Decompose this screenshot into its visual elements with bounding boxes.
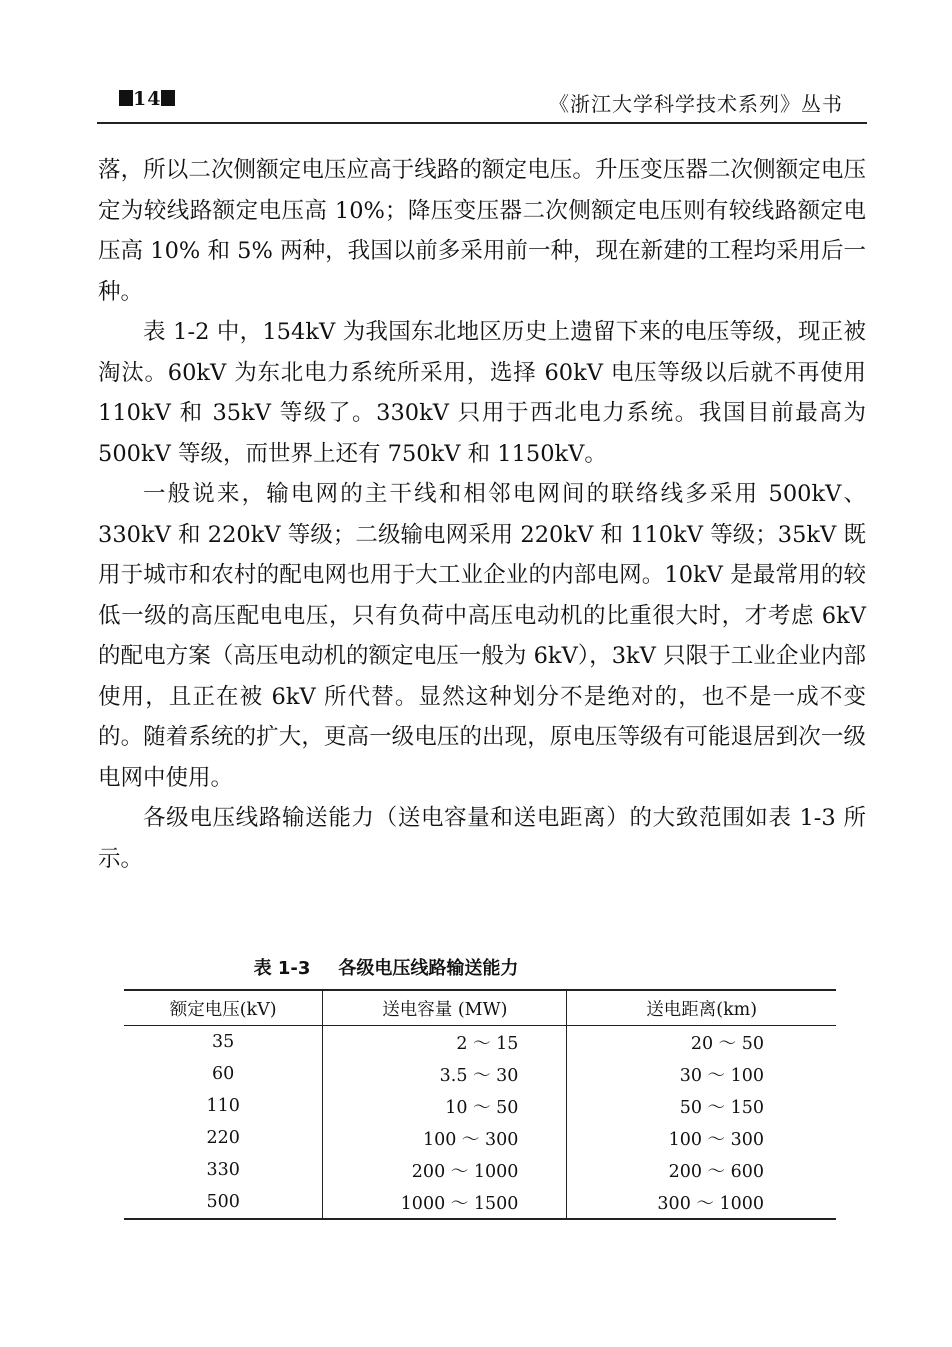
paragraph-1: 落，所以二次侧额定电压应高于线路的额定电压。升压变压器二次侧额定电压定为较线路额定电压高 10%；降压变压器二次侧额定电压则有较线路额定电压高 10% 和 5% 两种，我国以前多采用前一种，现在新建的工程均采用后一种。 [98,157,866,305]
cell-distance: 200 ～ 600 [567,1154,836,1186]
cell-distance: 300 ～ 1000 [567,1186,836,1219]
cell-capacity: 200 ～ 1000 [323,1154,567,1186]
body-text [98,150,866,879]
cell-voltage: 500 [124,1186,323,1219]
table-number: 表 1-3 [253,958,311,979]
paragraph-4: 各级电压线路输送能力（送电容量和送电距离）的大致范围如表 1-3 所示。 [98,805,866,872]
cell-distance: 20 ～ 50 [567,1026,836,1059]
paragraph-3: 一般说来，输电网的主干线和相邻电网间的联络线多采用 500kV、330kV 和 220kV 等级；二级输电网采用 220kV 和 110kV 等级；35kV 既用于城市和农村的配电网也用于大工业企业的内部电网。10kV 是最常用的较低一级的高压配电电压，只有负荷中高压电动机的比重很大时，才考虑 6kV 的配电方案（高压电动机的额定电压一般为 6kV），3kV 只限于工业企业内部使用，且正在被 6kV 所代替。显然这种划分不是绝对的，也不是一成不变的。随着系统的扩大，更高一级电压的出现，原电压等级有可能退居到次一级电网中使用。 [98,481,866,791]
page-header [97,88,867,124]
cell-voltage: 35 [212,1032,235,1052]
table-title: 各级电压线路输送能力 [338,958,519,979]
table-row [124,1122,836,1154]
right-block-mark [161,90,175,106]
table-row [124,1186,836,1219]
cell-voltage: 330 [206,1160,240,1180]
table-row [124,1090,836,1122]
cell-capacity: 3.5 ～ 30 [323,1058,567,1090]
table-row [124,1026,836,1059]
header-distance: 送电距离(km) [567,990,836,1026]
cell-voltage: 110 [206,1096,240,1116]
page-number [119,88,175,110]
cell-distance: 100 ～ 300 [567,1122,836,1154]
cell-capacity: 1000 ～ 1500 [323,1186,567,1219]
cell-distance: 30 ～ 100 [567,1058,836,1090]
running-title: 《浙江大学科学技术系列》丛书 [549,92,843,116]
voltage-capacity-table [124,989,836,1220]
page-number-text: 14 [133,88,162,110]
cell-capacity: 2 ～ 15 [323,1026,567,1059]
cell-distance: 50 ～ 150 [567,1090,836,1122]
table-row [124,1154,836,1186]
cell-voltage: 220 [206,1128,240,1148]
left-block-mark [119,90,133,106]
header-rated-voltage: 额定电压(kV) [124,990,323,1026]
table-row [124,1058,836,1090]
paragraph-2: 表 1-2 中，154kV 为我国东北地区历史上遗留下来的电压等级，现正被淘汰。60kV 为东北电力系统所采用，选择 60kV 电压等级以后就不再使用 110kV 和 35kV 等级了。330kV 只用于西北电力系统。我国目前最高为 500kV 等级，而世界上还有 750kV 和 1150kV。 [98,319,866,467]
header-capacity: 送电容量 (MW) [323,990,567,1026]
table-caption [0,954,862,980]
cell-capacity: 10 ～ 50 [323,1090,567,1122]
cell-capacity: 100 ～ 300 [323,1122,567,1154]
table-header-row [124,990,836,1026]
cell-voltage: 60 [212,1064,235,1084]
